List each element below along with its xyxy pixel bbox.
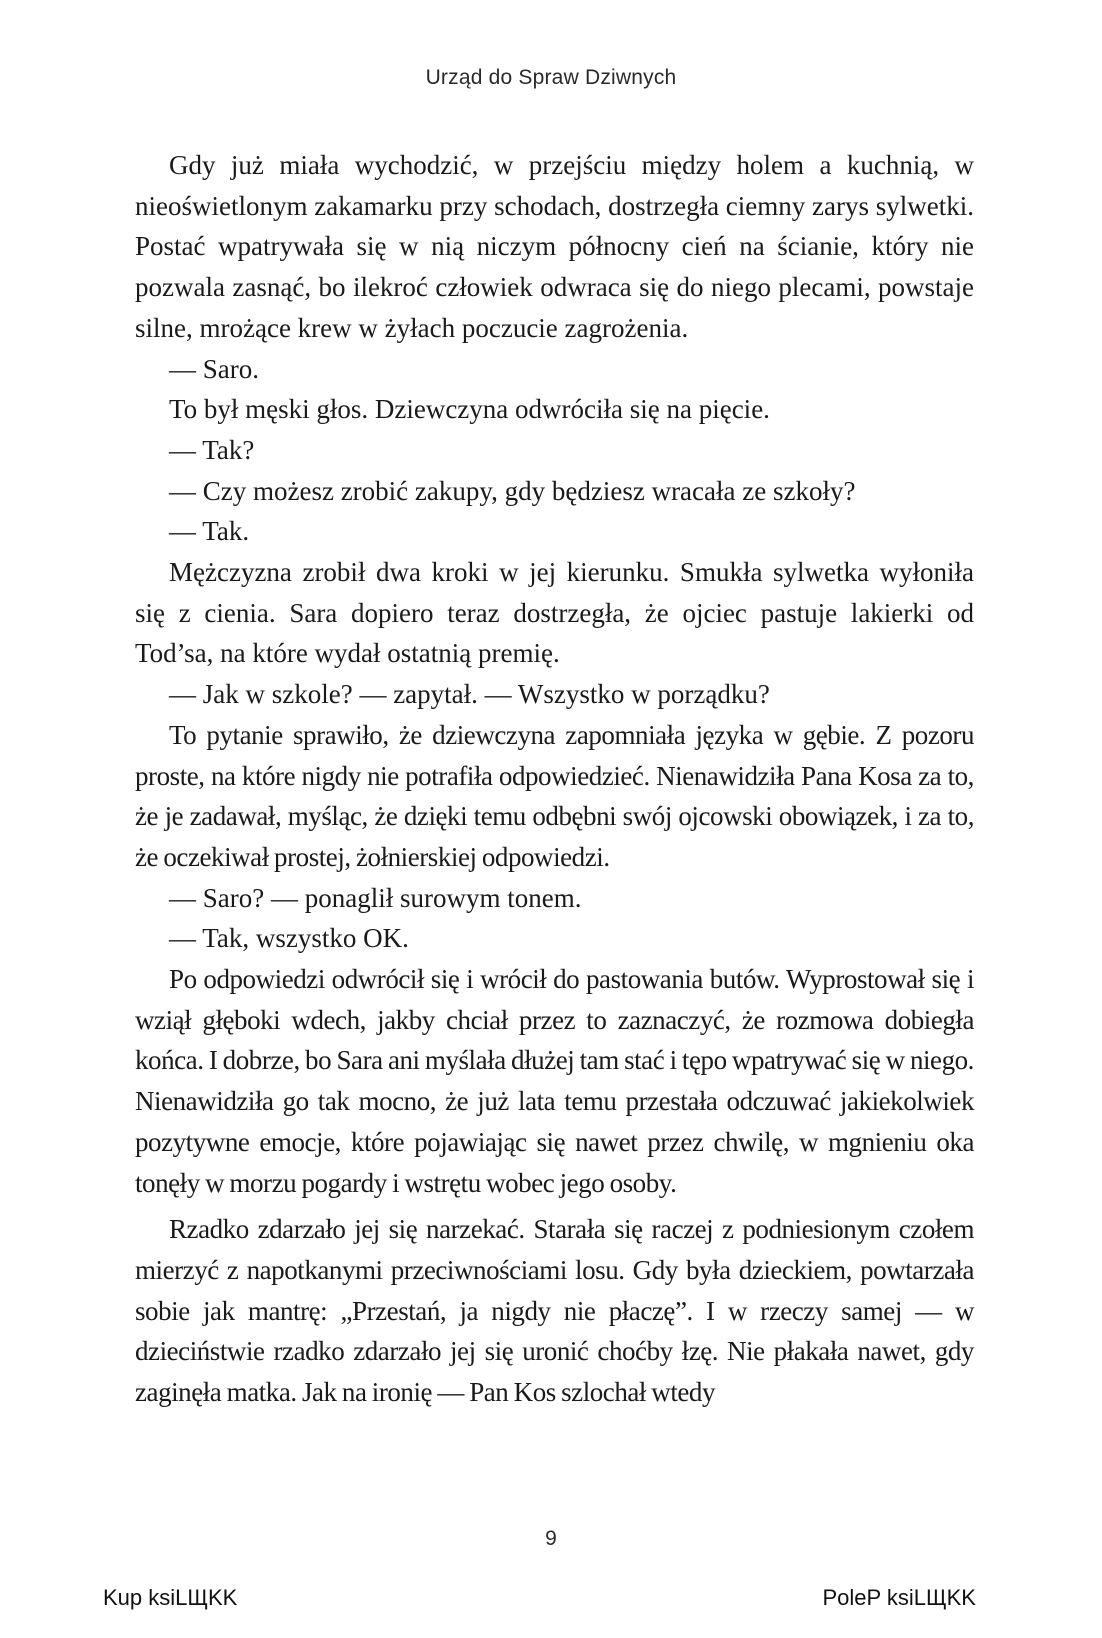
- dialogue-line: — Saro.: [169, 353, 259, 384]
- paragraph: Mężczyzna zrobił dwa kroki w jej kierunku. Smukła sylwetka wyłoniła się z cienia. Sara dopiero teraz dostrzegła, że ojciec pastuje lakierki od Tod’sa, na które wydał ostatnią premię.: [135, 557, 974, 669]
- paragraph: Gdy już miała wychodzić, w przejściu między holem a kuchnią, w nieoświetlonym zakamarku przy schodach, dostrzegła ciemny zarys sylwetki. Postać wpatrywała się w nią niczym północny cień na ścianie, który nie pozwala zasnąć, bo ilekroć człowiek odwraca się do niego plecami, powstaje silne, mrożące krew w żyłach poczucie zagrożenia.: [135, 150, 974, 343]
- dialogue-line: — Tak?: [169, 434, 255, 465]
- dialogue-line: — Tak, wszystko OK.: [169, 923, 409, 954]
- paragraph: Rzadko zdarzało jej się narzekać. Starała się raczej z podniesionym czołem mierzyć z napotkanymi przeciwnościami losu. Gdy była dzieckiem, powtarzała sobie jak mantrę: „Przestań, ja nigdy nie płaczę”. I w rzeczy samej — w dzieciństwie rzadko zdarzało jej się uronić choćby łzę. Nie płakała nawet, gdy zaginęła matka. Jak na ironię — Pan Kos szlochał wtedy: [135, 1214, 974, 1408]
- recommend-book-link[interactable]: PoleP ksiLЩKK: [822, 1585, 976, 1610]
- running-header: Urząd do Spraw Dziwnych: [425, 66, 677, 89]
- dialogue-line: — Saro? — ponaglił surowym tonem.: [169, 882, 582, 913]
- page-number: 9: [545, 1527, 557, 1550]
- dialogue-line: — Tak.: [169, 516, 250, 547]
- dialogue-line: — Jak w szkole? — zapytał. — Wszystko w porządku?: [169, 679, 770, 710]
- body-text: [135, 145, 974, 1413]
- paragraph: To pytanie sprawiło, że dziewczyna zapomniała języka w gębie. Z pozoru proste, na które nigdy nie potrafiła odpowiedzieć. Nienawidziła Pana Kosa za to, że je zadawał, myśląc, że dzięki temu odbębni swój ojcowski obowiązek, i za to, że oczekiwał prostej, żołnierskiej odpowiedzi.: [135, 719, 974, 872]
- buy-book-link[interactable]: Kup ksiLЩKK: [103, 1585, 238, 1610]
- paragraph: Po odpowiedzi odwrócił się i wrócił do pastowania butów. Wyprostował się i wziął głęboki wdech, jakby chciał przez to zaznaczyć, że rozmowa dobiegła końca. I dobrze, bo Sara ani myślała dłużej tam stać i tępo wpatrywać się w niego. Nienawidziła go tak mocno, że już lata temu przestała odczuwać jakiekolwiek pozytywne emocje, które pojawiając się nawet przez chwilę, w mgnieniu oka tonęły w morzu pogardy i wstrętu wobec jego osoby.: [135, 964, 974, 1198]
- paragraph: To był męski głos. Dziewczyna odwróciła się na pięcie.: [169, 394, 770, 425]
- dialogue-line: — Czy możesz zrobić zakupy, gdy będziesz wracała ze szkoły?: [169, 475, 856, 506]
